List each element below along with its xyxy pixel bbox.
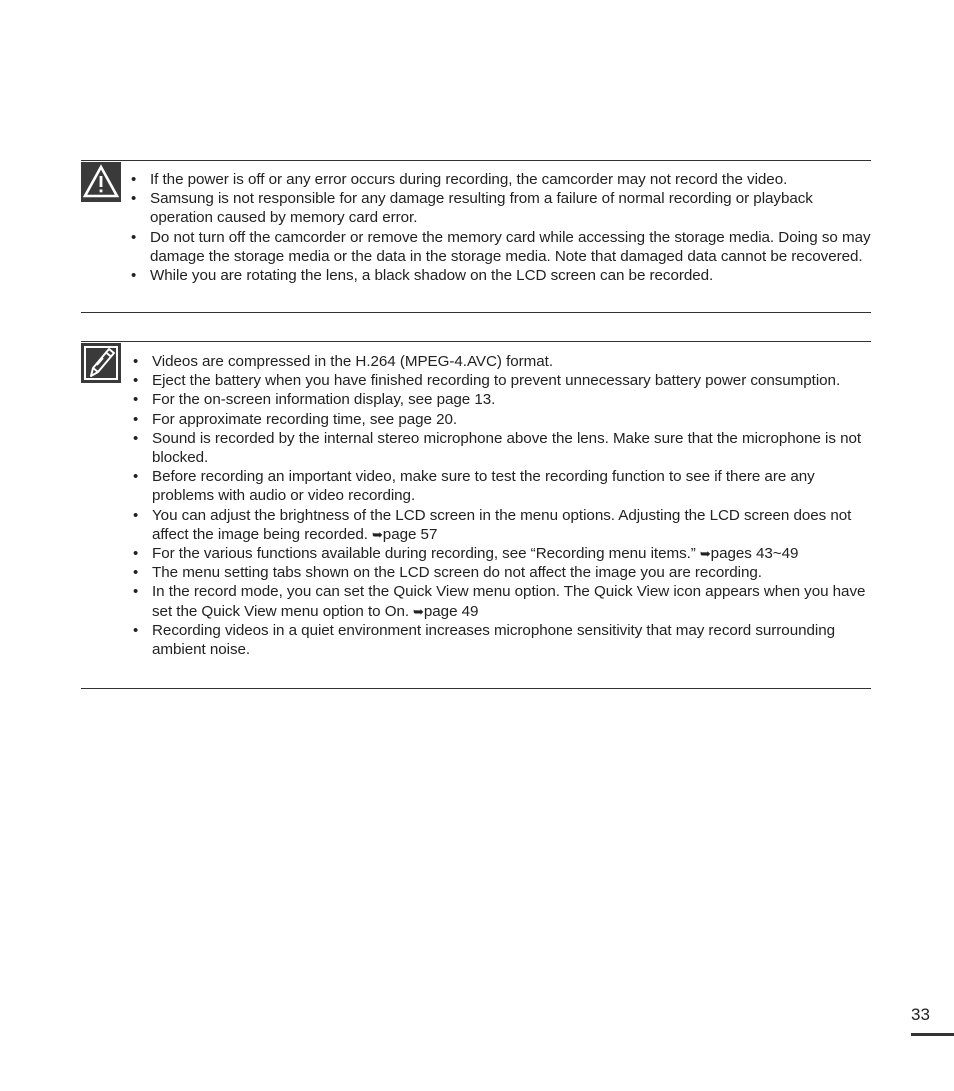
list-item: • Do not turn off the camcorder or remove the memory card while accessing the storage media. Doing so may damage the storage media or the data in the storage media. Note that damaged data cannot be recovered. (131, 228, 871, 265)
caution-text: Samsung is not responsible for any damage resulting from a failure of normal recording or playback operation caused by memory card error. (150, 190, 813, 227)
note-text: In the record mode, you can set the Quick View menu option. The Quick View icon appears when you have set the Quick View menu option to On. (152, 583, 866, 620)
warning-triangle-icon (81, 162, 121, 202)
list-item: • Eject the battery when you have finished recording to prevent unnecessary battery power consumption. (133, 372, 841, 390)
caution-list (131, 170, 871, 285)
list-item: • Samsung is not responsible for any damage resulting from a failure of normal recording or playback operation caused by memory card error. (131, 190, 813, 227)
note-text: Eject the battery when you have finished recording to prevent unnecessary battery power consumption. (152, 372, 841, 390)
list-item: • For the on-screen information display, see page 13. (133, 391, 496, 409)
list-item: • The menu setting tabs shown on the LCD screen do not affect the image you are recording. (133, 564, 762, 582)
list-item: • You can adjust the brightness of the LCD screen in the menu options. Adjusting the LCD screen does not affect the image being recorded. ➥page 57 (133, 506, 852, 543)
list-item: • Recording videos in a quiet environment increases microphone sensitivity that may record surrounding ambient noise. (133, 621, 836, 659)
note-text: Sound is recorded by the internal stereo microphone above the lens. Make sure that the microphone is not blocked. (152, 429, 862, 467)
list-item: • For the various functions available during recording, see “Recording menu items.” ➥pages 43~49 (133, 545, 799, 563)
arrow-icon: ➥ (371, 526, 383, 542)
arrow-icon: ➥ (699, 546, 711, 562)
list-item: • For approximate recording time, see page 20. (133, 410, 458, 428)
note-text: For the various functions available during recording, see “Recording menu items.” (152, 545, 696, 563)
list-item: • Before recording an important video, make sure to test the recording function to see if there are any problems with audio or video recording. (133, 468, 815, 505)
page-reference: pages 43~49 (710, 545, 799, 563)
note-text: The menu setting tabs shown on the LCD screen do not affect the image you are recording. (152, 564, 762, 582)
list-item: • Videos are compressed in the H.264 (MPEG-4.AVC) format. (133, 353, 554, 370)
caution-text: Do not turn off the camcorder or remove the memory card while accessing the storage media. Doing so may damage the storage media or the data in the storage media. Note that damaged data cannot be recovered. (150, 228, 871, 265)
list-item: • While you are rotating the lens, a black shadow on the LCD screen can be recorded. (131, 267, 714, 285)
page-number: 33 (911, 1005, 930, 1024)
note-text: Videos are compressed in the H.264 (MPEG-4.AVC) format. (152, 353, 554, 370)
pencil-note-icon (81, 343, 121, 383)
note-list (133, 352, 871, 659)
list-item: • If the power is off or any error occurs during recording, the camcorder may not record the video. (131, 171, 788, 188)
page-reference: page 57 (382, 525, 438, 543)
caution-box (81, 160, 871, 313)
note-text: Recording videos in a quiet environment increases microphone sensitivity that may record surrounding ambient noise. (152, 621, 836, 659)
note-box (81, 341, 871, 689)
note-text: For the on-screen information display, see page 13. (152, 391, 496, 409)
arrow-icon: ➥ (413, 603, 424, 619)
note-text: For approximate recording time, see page 20. (152, 410, 458, 428)
caution-text: If the power is off or any error occurs during recording, the camcorder may not record the video. (150, 171, 788, 188)
note-text: Before recording an important video, make sure to test the recording function to see if there are any problems with audio or video recording. (152, 468, 815, 505)
page-reference: page 49 (423, 602, 479, 620)
caution-text: While you are rotating the lens, a black shadow on the LCD screen can be recorded. (150, 267, 714, 285)
list-item: • Sound is recorded by the internal stereo microphone above the lens. Make sure that the microphone is not blocked. (133, 429, 862, 467)
note-text: You can adjust the brightness of the LCD screen in the menu options. Adjusting the LCD screen does not affect the image being recorded. (152, 506, 852, 543)
page-number-rule (911, 1033, 954, 1036)
list-item: • In the record mode, you can set the Quick View menu option. The Quick View icon appears when you have set the Quick View menu option to On. ➥page 49 (133, 583, 866, 620)
